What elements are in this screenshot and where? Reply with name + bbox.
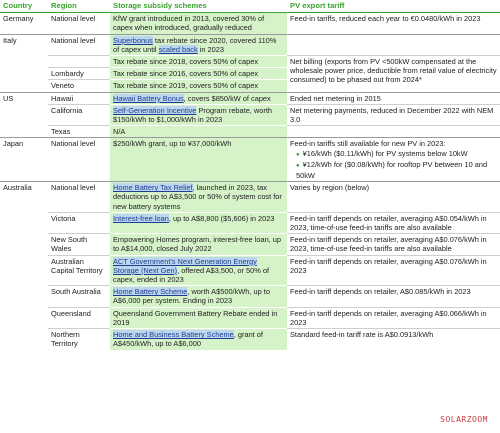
table-row [0,212,500,233]
header-pv-tariff: PV export tariff [287,0,500,13]
cell-region: Australian Capital Territory [48,255,110,286]
cell-country: Japan [0,138,48,182]
cell-pv: Varies by region (below) [287,182,500,213]
interest-free-loan-link[interactable]: Interest-free loan [113,213,169,223]
home-battery-tax-relief-link[interactable]: Home Battery Tax Relief [113,183,193,193]
table-row [0,104,500,125]
cell-pv: Ended net metering in 2015 [287,92,500,104]
list-item: ● ¥12/kWh for ($0.08/kWh) for rooftop PV between 10 and 50kW [296,160,497,180]
cell-storage: Home Battery Scheme, worth A$500/kWh, up to A$6,000 per system. Ending in 2023 [110,286,287,307]
cell-pv: Feed-in tariff depends on retailer, averaging A$0.076/kWh in 2023 [287,255,500,286]
cell-storage: $250/kWh grant, up to ¥37,000/kWh [110,138,287,182]
cell-storage: Superbonus tax rebate since 2020, covered 110% of capex until scaled back in 2023 [110,34,287,55]
cell-storage: Interest-free loan, up to A$8,800 ($5,606) in 2023 [110,212,287,233]
cell-region: Victoria [48,212,110,233]
cell-pv: Feed-in tariffs, reduced each year to €0.0480/kWh in 2023 [287,13,500,34]
cell-country: US [0,92,48,104]
cell-region: South Australia [48,286,110,307]
cell-storage: Tax rebate since 2018, covers 50% of capex [110,56,287,68]
cell-region: Queensland [48,307,110,328]
cell-region: National level [48,34,110,55]
cell-region: Northern Territory [48,329,110,350]
header-row [0,0,500,13]
cell-region: Veneto [48,80,110,92]
cell-storage: Tax rebate since 2016, covers 50% of capex [110,68,287,80]
cell-pv: Feed-in tariffs still available for new PV in 2023: ● ¥16/kWh ($0.11/kWh) for PV systems below 10kW ● ¥12/kWh for ($0.08/kWh) for rooftop PV between 10 and 50kW [287,138,500,182]
header-country: Country [0,0,48,13]
cell-country: Italy [0,34,48,55]
cell-storage: Home and Business Battery Scheme, grant of A$450/kWh, up to A$6,000 [110,329,287,350]
cell-storage: Home Battery Tax Relief, launched in 2023, tax deductions up to A$3,500 or 50% of system cost for new battery systems [110,182,287,213]
cell-country: Australia [0,182,48,213]
cell-storage: Self-Generation Incentive Program rebate, worth $150/kWh to $1,000/kWh in 2023 [110,104,287,125]
cell-pv [287,34,500,55]
cell-storage: ACT Government's Next Generation Energy Storage (Next Gen), offered A$3,500, or 50% of capex, ended in 2023 [110,255,287,286]
table-row [0,307,500,328]
cell-storage: KfW grant introduced in 2013, covered 30% of capex when introduced, gradually reduced [110,13,287,34]
cell-region: Lombardy [48,68,110,80]
sgip-link[interactable]: Self-Generation Incentive [113,105,197,115]
cell-region: National level [48,138,110,182]
cell-pv [287,126,500,138]
cell-storage: Tax rebate since 2019, covers 50% of capex [110,80,287,92]
cell-storage: Empowering Homes program, interest-free loan, up to A$14,000, closed July 2022 [110,234,287,255]
watermark-logo: SOLARZOOM [440,414,488,424]
cell-storage: Queensland Government Battery Rebate ended in 2019 [110,307,287,328]
cell-storage: N/A [110,126,287,138]
cell-region [48,56,110,68]
table-row [0,234,500,255]
hawaii-battery-bonus-link[interactable]: Hawaii Battery Bonus [113,93,184,103]
cell-pv: Feed-in tariff depends on retailer, averaging A$0.076/kWh in 2023, time-of-use feed-in tariffs are also available [287,234,500,255]
home-battery-scheme-link[interactable]: Home Battery Scheme [113,287,188,297]
act-next-gen-link[interactable]: ACT Government's Next Generation Energy Storage (Next Gen) [113,256,257,275]
table-row [0,138,500,182]
cell-country: Germany [0,13,48,34]
superbonus-link[interactable]: Superbonus [113,35,153,45]
cell-storage: Hawaii Battery Bonus, covers $850/kW of capex [110,92,287,104]
table-row [0,329,500,350]
table-row [0,286,500,307]
scaled-back-link[interactable]: scaled back [158,44,198,54]
table-row [0,13,500,34]
home-business-battery-scheme-link[interactable]: Home and Business Battery Scheme [113,330,234,340]
cell-region: National level [48,13,110,34]
cell-pv: Net billing (exports from PV <500kW compensated at the wholesale power price, deductible from retail value of electricity consumed) to be phased out from 2024* [287,56,500,93]
cell-region: Texas [48,126,110,138]
cell-pv: Feed-in tariff depends on retailer, averaging A$0.066/kWh in 2023 [287,307,500,328]
table-row [0,92,500,104]
list-item: ● ¥16/kWh ($0.11/kWh) for PV systems below 10kW [296,149,497,160]
table-row [0,255,500,286]
table-row [0,182,500,213]
cell-pv: Feed-in tariff depends on retailer, averaging A$0.054/kWh in 2023, time-of-use feed-in tariffs are also available [287,212,500,233]
cell-region: California [48,104,110,125]
table-row [0,56,500,68]
header-region: Region [48,0,110,13]
table-row [0,34,500,55]
cell-region: New South Wales [48,234,110,255]
cell-pv: Feed-in tariff depends on retailer, A$0.085/kWh in 2023 [287,286,500,307]
cell-pv: Net metering payments, reduced in December 2022 with NEM 3.0 [287,104,500,125]
cell-pv: Standard feed-in tariff rate is A$0.0913/kWh [287,329,500,350]
cell-region: National level [48,182,110,213]
table-row [0,126,500,138]
header-storage: Storage subsidy schemes [110,0,287,13]
cell-region: Hawaii [48,92,110,104]
fit-list [290,149,497,181]
